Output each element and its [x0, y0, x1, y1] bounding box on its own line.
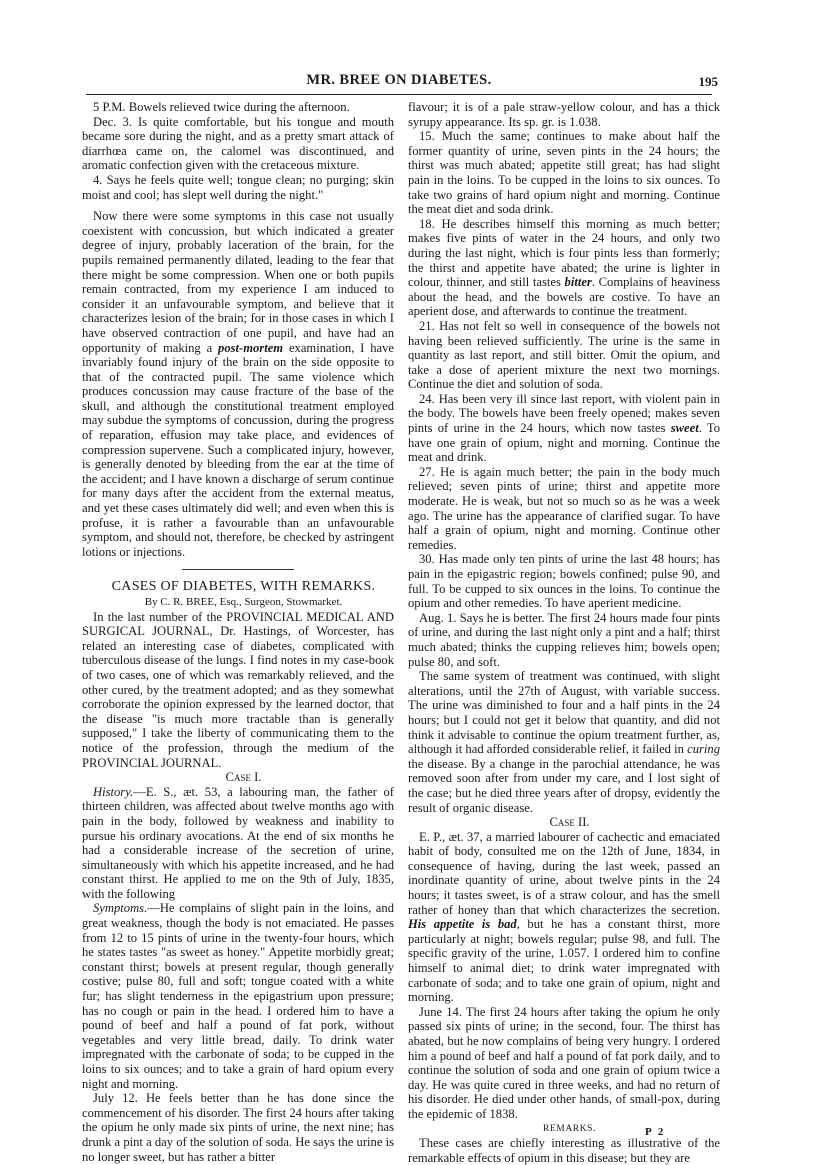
text-run: E. P., æt. 37, a married labourer of cachectic and emaciated habit of body, consulted me on the 12th of June, 1834, in consequence of having, during the last week, passed an inordinate quantity of urine, about twelve pints in the 24 hours; it tastes sweet, is of a straw colour, and has the smell rather of honey than that which characterizes the secretion.	[408, 829, 720, 917]
text-run: . To have one grain of opium, night and morning. Continue the meat and drink.	[408, 421, 721, 465]
text-run: —He complains of slight pain in the loins, and great weakness, though the body is not emaciated. He passes from 12 to 15 pints of urine in the twenty-four hours, which he states tastes "as sweet as honey." Appetite morbidly great; constant thirst; bowels at present regular, though generally costive; pulse 80, full and soft; tongue coated with a white fur; has slight tenderness in the epigastrium upon pressure; has no cough or pain in the head. I ordered him to have a pound of beef and half a pound of fat pork, without vegetables and very little bread, daily. To drink water impregnated with the carbonate of soda; to be cupped in the loins to six ounces; and to take a grain of hard opium every night and morning.	[82, 901, 394, 1091]
running-title: MR. BREE ON DIABETES.	[306, 72, 492, 88]
paragraph	[82, 901, 394, 1091]
paragraph: June 14. The first 24 hours after taking the opium he only passed six pints of urine; in the second, four. The thirst has abated, but he now complains of being very hungry. I ordered him a pound of beef and half a pound of fat pork daily, and to continue the solution of soda and one grain of opium twice a day. He was quite cured in three weeks, and had no return of his disorder. He died under other hands, of small-pox, during the epidemic of 1838.	[408, 1004, 720, 1121]
symptoms-label: Symptoms.	[93, 901, 148, 916]
case-heading: Case II.	[549, 815, 590, 830]
paragraph	[408, 830, 720, 1005]
text-run: the disease. By a change in the parochial attendance, he was removed soon after from under my care, and I lost sight of the case; but he died three years after of dropsy, evidently the result of organic disease.	[408, 756, 720, 815]
italic-term: His appetite is bad	[408, 917, 517, 932]
text-run: The same system of treatment was continued, with slight alterations, until the 27th of August, with variable success. The urine was diminished to four and a half pints in the 24 hours; but I could not get it below that quantity, and did not think it advisable to continue the opium treatment further, as, although it had afforded considerable relief, it failed in	[408, 669, 720, 757]
text-run: 24. Has been very ill since last report, with violent pain in the body. The bowels have been freely opened; makes seven pints of urine in the 24 hours, which now tastes	[408, 391, 720, 436]
paragraph: July 12. He feels better than he has done since the commencement of his disorder. The first 24 hours after taking the opium he only made six pints of urine, the next nine; has drunk a pint a day of the solution of soda. He says the urine is no longer sweet, but has rather a bitter	[82, 1091, 394, 1164]
paragraph: 30. Has made only ten pints of urine the last 48 hours; has pain in the epigastric region; bowels confined; pulse 90, and full. To be cupped to six ounces in the loins. To continue the opium and other remedies. To have aperient medicine.	[408, 552, 720, 611]
left-column	[82, 100, 394, 1164]
paragraph	[408, 392, 720, 465]
italic-term: sweet	[670, 421, 699, 436]
right-column	[408, 100, 721, 1165]
paragraph	[408, 669, 720, 815]
text-run: —E. S., æt. 53, a labouring man, the father of thirteen children, was affected about twelve months ago with pain in the body, followed by weakness and inability to pursue his ordinary avocations. At the end of six months he had a considerable increase of the secretion of urine, simultaneously with which his appetite increased, and he had constant thirst. He applied to me on the 9th of July, 1835, with the following	[82, 784, 394, 901]
paragraph	[82, 209, 394, 559]
text-run: Now there were some symptoms in this case not usually coexistent with concussion, but which indicated a greater degree of injury, probably laceration of the brain, for the pupils remained permanently dilated, leading to the fear that there might be some compression. When one or both pupils remain contracted, from my experience I am induced to consider it an unfavourable symptom, and believe that it characterizes lesion of the brain; for in those cases in which I have observed contraction of one pupil, and have had an opportunity of making a	[82, 209, 394, 355]
byline: By C. R. BREE, Esq., Surgeon, Stowmarket.	[144, 596, 343, 608]
paragraph: Dec. 3. Is quite comfortable, but his tongue and mouth became sore during the night, and as a pretty smart attack of diarrhœa came on, the calomel was discontinued, and aromatic confection given with the cretaceous mixture.	[82, 114, 394, 173]
text-run: , but he has a constant thirst, more particularly at night; bowels regular; pulse 98, and full. The specific gravity of the urine, 1.057. I ordered him to confine himself to animal diet; to drink water impregnated with carbonate of soda; and to take one grain of opium, night and morning.	[408, 917, 720, 1005]
signature-mark: P 2	[645, 1126, 666, 1138]
paragraph	[408, 217, 720, 319]
paragraph: 15. Much the same; continues to make about half the former quantity of urine, seven pints in the 24 hours; the thirst was much abated; appetite still great; has had slight pain in the loins. To be cupped in the loins to six ounces. To take two grains of hard opium night and morning. Continue the meat diet and soda drink.	[408, 129, 720, 217]
history-label: History.	[93, 784, 134, 799]
italic-term: post-mortem	[218, 340, 284, 355]
page-number: 195	[698, 74, 718, 89]
text-run: examination, I have invariably found injury of the brain on the side opposite to that of the contracted pupil. The same violence which produces concussion may cause fracture of the base of the skull, and although the constitutional treatment employed may subdue the symptoms of concussion, during the progress of reparation, effusion may take place, and evidences of compression supervene. Such a complicated injury, however, is generally denoted by bleeding from the ear at the time of the accident; and I have known a discharge of serum continue for many days after the accident from the external meatus, and yet these cases ultimately did well; and even when this is profuse, it is rather a favourable than an unfavourable symptom, and should not, therefore, be checked by astringent lotions or injections.	[82, 340, 394, 559]
remarks-heading: REMARKS.	[542, 1123, 597, 1134]
section-divider	[182, 569, 294, 570]
paragraph: 5 P.M. Bowels relieved twice during the afternoon.	[93, 100, 350, 114]
italic-term: bitter	[564, 275, 592, 290]
section-title: CASES OF DIABETES, WITH REMARKS.	[111, 579, 376, 595]
paragraph: 21. Has not felt so well in consequence of the bowels not having been relieved sufficiently. The urine is the same in quantity as last report, and still bitter. Omit the opium, and take a dose of aperient mixture the next two mornings. Continue the diet and solution of soda.	[408, 318, 720, 392]
italic-term: curing	[687, 742, 720, 757]
paragraph: 4. Says he feels quite well; tongue clean; no purging; skin moist and cool; has slept well during the night."	[82, 172, 394, 202]
paragraph	[82, 785, 394, 902]
paragraph: These cases are chiefly interesting as illustrative of the remarkable effects of opium in this disease; but they are	[408, 1136, 720, 1165]
text-run: 18. He describes himself this morning as much better; makes five pints of water in the 24 hours, and only two during the last night, which is four pints less than formerly; the thirst and appetite have abated; the urine is lighter in colour, thinner, and still tastes	[408, 216, 720, 290]
paragraph: Aug. 1. Says he is better. The first 24 hours made four pints of urine, and during the last night only a pint and a half; thirst much abated; thinks the cupping relieves him; bowels open; pulse 80, and soft.	[408, 610, 720, 669]
case-heading: Case I.	[225, 770, 262, 785]
paragraph: flavour; it is of a pale straw-yellow colour, and has a thick syrupy appearance. Its sp. gr. is 1.038.	[408, 100, 720, 129]
paragraph: In the last number of the PROVINCIAL MEDICAL AND SURGICAL JOURNAL, Dr. Hastings, of Worcester, has related an interesting case of diabetes, complicated with tuberculous disease of the lungs. I find notes in my case-book of two cases, one of which was remarkably relieved, and the other cured, by the treatment adopted; and as they somewhat corroborate the opinion expressed by the learned doctor, that the disease "is much more tractable than is generally supposed," I take the liberty of communicating them to the notice of the profession, through the medium of the PROVINCIAL JOURNAL.	[82, 609, 394, 770]
text-run: . Complains of heaviness about the head, and the bowels are costive. To have an aperient dose, and afterwards to continue the treatment.	[408, 275, 721, 319]
paragraph: 27. He is again much better; the pain in the body much relieved; seven pints of urine; thirst and appetite more moderate. He is weak, but not so much so as he was a week ago. The urine has the appearance of clarified sugar. To have half a grain of opium, night and morning. Continue other remedies.	[408, 464, 720, 552]
page-header	[86, 66, 718, 95]
